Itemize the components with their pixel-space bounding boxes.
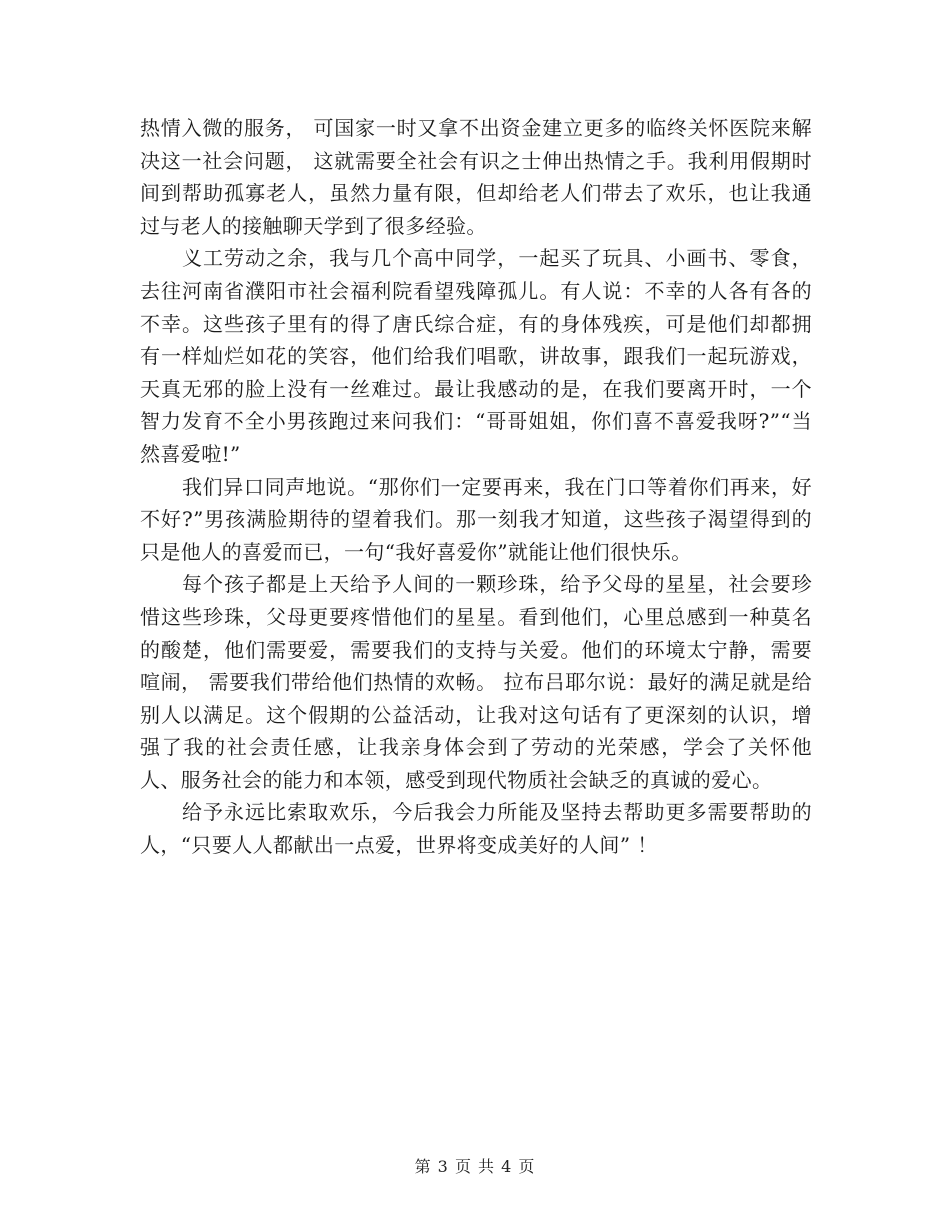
- paragraph-conclusion: 给予永远比索取欢乐，今后我会力所能及坚持去帮助更多需要帮助的人，“只要人人都献出一点爱，世界将变成美好的人间” ！: [140, 800, 812, 858]
- document-body: [140, 112, 812, 862]
- page-number-footer: 第 3 页 共 4 页: [414, 1157, 536, 1176]
- paragraph-children-response: 我们异口同声地说。“那你们一定要再来，我在门口等着你们再来，好不好?”男孩满脸期待的望着我们。那一刻我才知道，这些孩子渴望得到的只是他人的喜爱而已，一句“我好喜爱你”就能让他们很快乐。: [140, 474, 812, 564]
- paragraph-reflection: 每个孩子都是上天给予人间的一颗珍珠，给予父母的星星，社会要珍惜这些珍珠，父母更要疼惜他们的星星。看到他们，心里总感到一种莫名的酸楚，他们需要爱，需要我们的支持与关爱。他们的环境太宁静，需要喧闹， 需要我们带给他们热情的欢畅。 拉布吕耶尔说：最好的满足就是给别人以满足。这个假期的公益活动，让我对这句话有了更深刻的认识，增强了我的社会责任感，让我亲身体会到了劳动的光荣感，学会了关怀他人、服务社会的能力和本领，感受到现代物质社会缺乏的真诚的爱心。: [140, 572, 812, 792]
- paragraph-continued: 热情入微的服务， 可国家一时又拿不出资金建立更多的临终关怀医院来解决这一社会问题， 这就需要全社会有识之士伸出热情之手。我利用假期时间到帮助孤寡老人，虽然力量有限，但却给老人们带去了欢乐，也让我通过与老人的接触聊天学到了很多经验。: [140, 116, 812, 238]
- paragraph-volunteer-visit: 义工劳动之余，我与几个高中同学，一起买了玩具、小画书、零食，去往河南省濮阳市社会福利院看望残障孤儿。有人说：不幸的人各有各的不幸。这些孩子里有的得了唐氏综合症，有的身体残疾，可是他们却都拥有一样灿烂如花的笑容，他们给我们唱歌，讲故事，跟我们一起玩游戏，天真无邪的脸上没有一丝难过。最让我感动的是，在我们要离开时，一个智力发育不全小男孩跑过来问我们：“哥哥姐姐，你们喜不喜爱我呀?”“当然喜爱啦!”: [140, 246, 812, 466]
